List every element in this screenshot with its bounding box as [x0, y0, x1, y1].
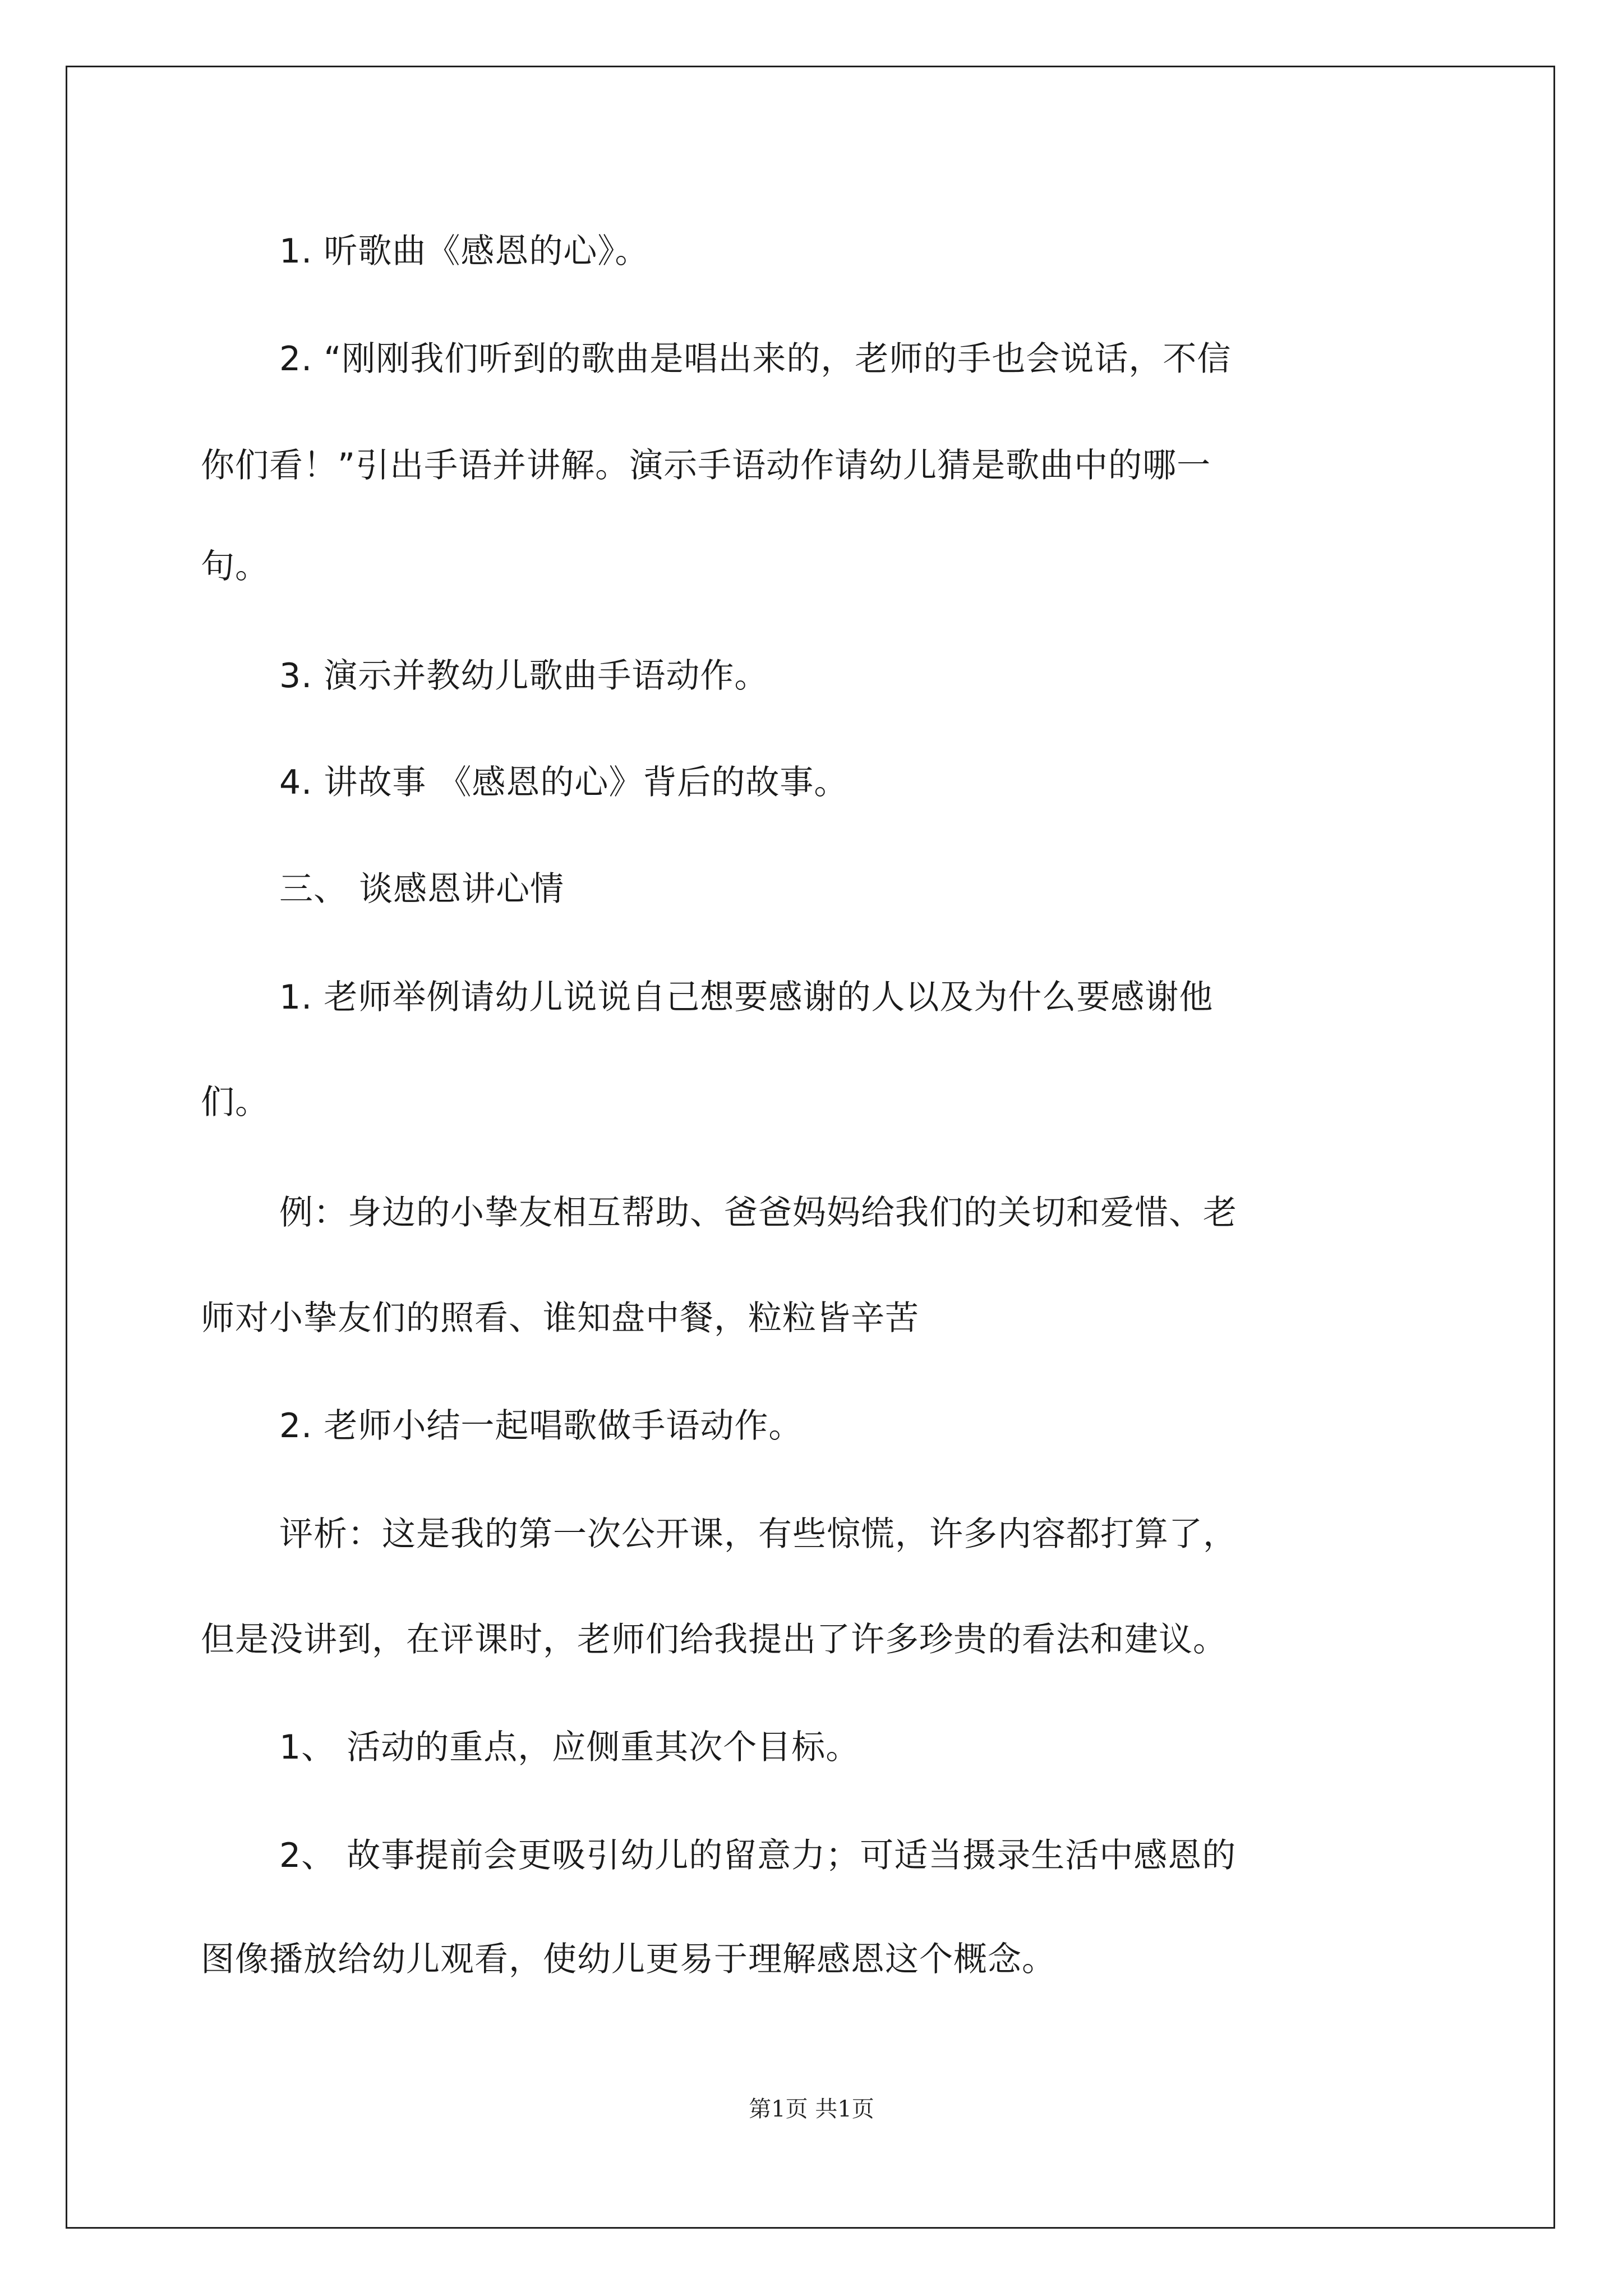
- text-line: 你们看！”引出手语并讲解。演示手语动作请幼儿猜是歌曲中的哪一: [201, 446, 1211, 485]
- page-border: [66, 66, 1555, 2229]
- text-line: 图像播放给幼儿观看，使幼儿更易于理解感恩这个概念。: [201, 1940, 1056, 1979]
- text-line: 1. 听歌曲《感恩的心》。: [279, 232, 649, 271]
- text-line: 评析：这是我的第一次公开课，有些惊慌，许多内容都打算了，: [279, 1515, 1237, 1554]
- text-line: 师对小挚友们的照看、谁知盘中餐，粒粒皆辛苦: [201, 1299, 919, 1338]
- text-line: 1、 活动的重点，应侧重其次个目标。: [279, 1728, 860, 1767]
- text-line: 3. 演示并教幼儿歌曲手语动作。: [279, 656, 769, 696]
- text-line: 句。: [201, 547, 269, 586]
- text-line: 2、 故事提前会更吸引幼儿的留意力；可适当摄录生活中感恩的: [279, 1836, 1237, 1875]
- text-line: 例：身边的小挚友相互帮助、爸爸妈妈给我们的关切和爱惜、老: [279, 1193, 1237, 1232]
- text-line: 1. 老师举例请幼儿说说自己想要感谢的人以及为什么要感谢他: [279, 978, 1214, 1017]
- text-line: 2. 老师小结一起唱歌做手语动作。: [279, 1406, 803, 1446]
- text-line: 但是没讲到，在评课时，老师们给我提出了许多珍贵的看法和建议。: [201, 1620, 1227, 1659]
- text-line: 2. “刚刚我们听到的歌曲是唱出来的，老师的手也会说话，不信: [279, 339, 1232, 379]
- page-footer: 第1页 共1页: [749, 2096, 874, 2122]
- text-line: 4. 讲故事 《感恩的心》背后的故事。: [279, 763, 849, 802]
- section-heading: 三、 谈感恩讲心情: [279, 869, 565, 909]
- text-line: 们。: [201, 1083, 269, 1122]
